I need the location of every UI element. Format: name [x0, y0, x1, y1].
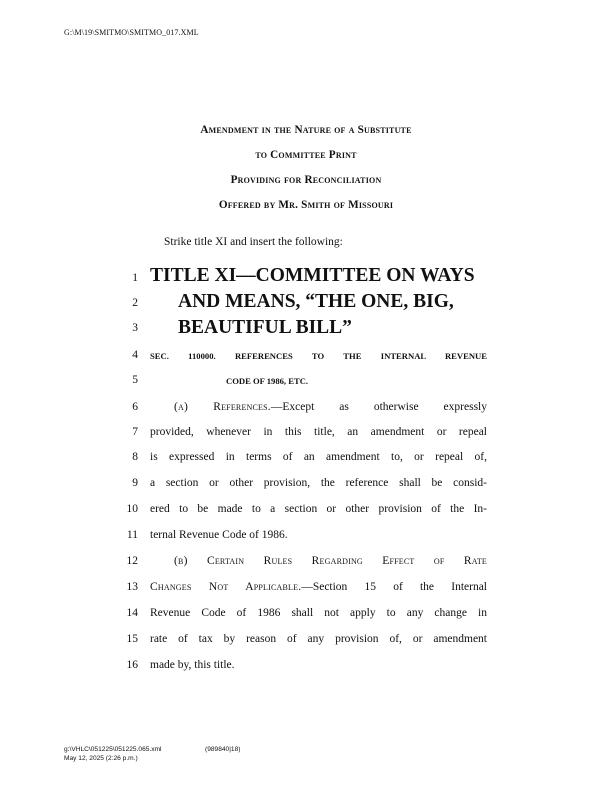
subsection-b-line-2: Changes Not Applicable.—Section 15 of the Internal — [150, 581, 487, 593]
amendment-title-line-2: to Committee Print — [255, 149, 357, 161]
title-heading-line-2: AND MEANS, “THE ONE, BIG, — [178, 291, 454, 312]
line-number: 1 — [132, 272, 138, 284]
line-number: 9 — [132, 477, 138, 489]
line-number: 10 — [126, 503, 138, 515]
line-number: 13 — [126, 581, 138, 593]
title-heading-line-3: BEAUTIFUL BILL” — [178, 317, 352, 338]
subsection-b-line-3: Revenue Code of 1986 shall not apply to any change in — [150, 607, 487, 619]
line-number: 6 — [132, 401, 138, 413]
line-number: 2 — [132, 297, 138, 309]
amendment-instruction: Strike title XI and insert the following: — [164, 236, 343, 248]
subsection-a-line-3: is expressed in terms of an amendment to, or repeal of, — [150, 451, 487, 463]
section-heading-line-1: SEC. 110000. REFERENCES TO THE INTERNAL REVENUE — [150, 351, 487, 361]
line-number: 15 — [126, 633, 138, 645]
line-number: 3 — [132, 322, 138, 334]
line-number: 11 — [126, 529, 138, 541]
line-number: 8 — [132, 451, 138, 463]
amendment-title-line-4: Offered by Mr. Smith of Missouri — [218, 199, 394, 211]
subsection-a-line-2: provided, whenever in this title, an amendment or repeal — [150, 426, 487, 438]
amendment-title-line-1: Amendment in the Nature of a Substitute — [200, 124, 412, 136]
subsection-a-line-4: a section or other provision, the reference shall be consid- — [150, 477, 487, 489]
line-number: 4 — [132, 349, 138, 361]
line-number: 16 — [126, 659, 138, 671]
line-number: 12 — [126, 555, 138, 567]
section-heading-line-2: CODE OF 1986, ETC. — [226, 376, 309, 386]
subsection-b-line-5: made by, this title. — [150, 659, 235, 671]
footer-code: (989840|18) — [205, 746, 241, 753]
line-number: 5 — [132, 374, 138, 386]
line-number: 7 — [132, 426, 138, 438]
footer-date: May 12, 2025 (2:26 p.m.) — [64, 755, 138, 762]
title-heading-line-1: TITLE XI—COMMITTEE ON WAYS — [150, 265, 475, 286]
amendment-title-line-3: Providing for Reconciliation — [230, 174, 382, 186]
subsection-a-heading: (a) References. — [174, 401, 271, 413]
subsection-a-line-5: ered to be made to a section or other provision of the In- — [150, 503, 487, 515]
subsection-a-line-1: (a) References.—Except as otherwise expressly — [174, 401, 487, 413]
subsection-b-heading: (b) Certain Rules Regarding Effect of Rate — [174, 555, 487, 567]
subsection-a-line-6: ternal Revenue Code of 1986. — [150, 529, 288, 541]
subsection-b-line-4: rate of tax by reason of any provision of, or amendment — [150, 633, 487, 645]
line-number: 14 — [126, 607, 138, 619]
file-path-header: G:\M\19\SMITMO\SMITMO_017.XML — [64, 28, 199, 37]
footer-file-path: g:\VHLC\051225\051225.065.xml — [64, 746, 162, 753]
